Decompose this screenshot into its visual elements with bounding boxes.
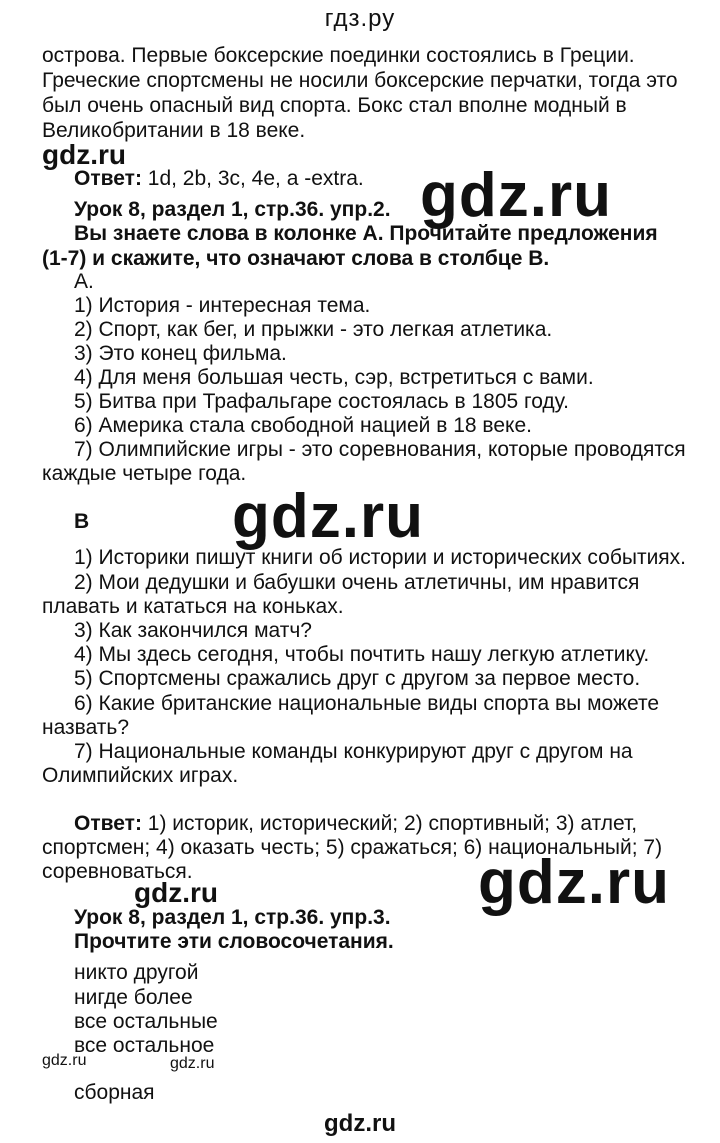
intro-line-3: был очень опасный вид спорта. Бокс стал вполне модный в [42,94,627,117]
col-a-line-5: 5) Битва при Трафальгаре состоялась в 1805 году. [74,390,569,413]
watermark-small-2: gdz.ru [170,1055,215,1072]
task3-item-4: все остальное [74,1034,215,1057]
watermark-big-1: gdz.ru [420,161,612,230]
task2-title-3: (1-7) и скажите, что означают слова в столбце В. [42,247,550,270]
col-b-line-8: назвать? [42,716,130,739]
task3-title-1: Урок 8, раздел 1, стр.36. упр.3. [74,906,391,929]
col-b-line-5: 4) Мы здесь сегодня, чтобы почтить нашу легкую атлетику. [74,643,650,666]
col-a-line-6: 6) Америка стала свободной нацией в 18 веке. [74,414,532,437]
answer-2-text-1: 1) историк, исторический; 2) спортивный; 3) атлет, [141,812,638,835]
col-b-line-6: 5) Спортсмены сражались друг с другом за первое место. [74,667,641,690]
col-a-label: А. [74,270,94,293]
watermark-big-2: gdz.ru [232,482,424,551]
col-b-line-1: 1) Историки пишут книги об истории и исторических событиях. [74,546,687,569]
answer-1 [74,167,364,191]
intro-line-2: Греческие спортсмены не носили боксерские перчатки, тогда это [42,69,678,92]
task3-item-5: сборная [74,1081,155,1104]
col-a-line-4: 4) Для меня большая честь, сэр, встретиться с вами. [74,366,594,389]
col-a-line-2: 2) Спорт, как бег, и прыжки - это легкая атлетика. [74,318,553,341]
watermark-mid-2: gdz.ru [134,877,218,908]
answer-2-line-1 [74,812,637,836]
col-b-line-7: 6) Какие британские национальные виды спорта вы можете [74,692,660,715]
task3-title-2: Прочтите эти словосочетания. [74,930,394,953]
col-a-line-7: 7) Олимпийские игры - это соревнования, которые проводятся [74,438,686,461]
intro-line-4: Великобритании в 18 веке. [42,119,306,142]
watermark-mid-1: gdz.ru [42,139,126,170]
answer-1-text: 1d, 2b, 3c, 4e, a -extra. [141,167,364,190]
answer-2-line-3: соревноваться. [42,860,193,883]
task2-title-1: Урок 8, раздел 1, стр.36. упр.2. [74,198,391,221]
col-b-label: В [74,510,90,533]
answer-2-label: Ответ: [74,812,142,835]
col-a-line-8: каждые четыре года. [42,462,247,485]
task3-item-1: никто другой [74,961,199,984]
intro-line-1: острова. Первые боксерские поединки состоялись в Греции. [42,44,635,67]
col-b-line-10: Олимпийских играх. [42,764,239,787]
task3-item-2: нигде более [74,986,193,1009]
col-a-line-3: 3) Это конец фильма. [74,342,287,365]
task3-item-3: все остальные [74,1010,218,1033]
answer-1-label: Ответ: [74,167,142,190]
site-footer: gdz.ru [324,1110,396,1137]
col-b-line-9: 7) Национальные команды конкурируют друг с другом на [74,740,633,763]
col-b-line-3: плавать и кататься на коньках. [42,595,344,618]
col-b-line-4: 3) Как закончился матч? [74,619,312,642]
answer-2-line-2: спортсмен; 4) оказать честь; 5) сражаться; 6) национальный; 7) [42,836,663,859]
task2-title-2: Вы знаете слова в колонке А. Прочитайте предложения [74,222,658,245]
watermark-big-3: gdz.ru [478,848,670,917]
watermark-small-1: gdz.ru [42,1052,87,1069]
col-a-line-1: 1) История - интересная тема. [74,294,371,317]
col-b-line-2: 2) Мои дедушки и бабушки очень атлетичны, им нравится [74,571,640,594]
site-header: гдз.ру [324,5,396,32]
